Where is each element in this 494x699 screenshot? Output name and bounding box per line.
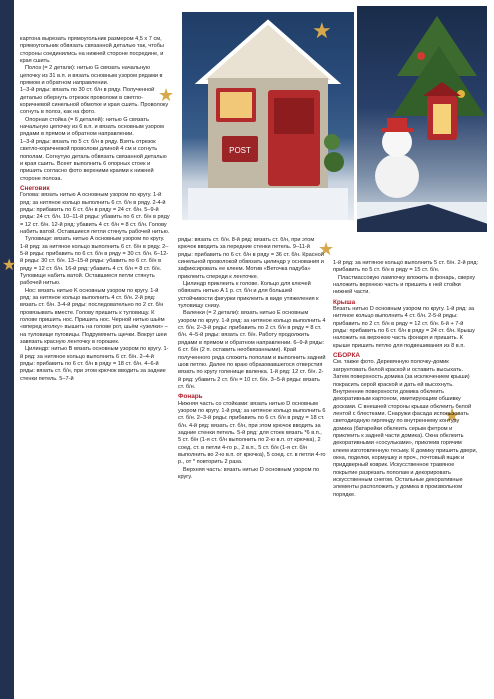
lantern-illustration <box>357 6 487 232</box>
paragraph: Нос: вязать нитью K основным узором по кругу. 1-й ряд: за нитяное кольцо выполнить 4 ст. б/н. 2-й ряд: вязать ст. б/н. 3-4-й ряды: последовательно по 2 ст. б/н провязывать вместе. Голову пришить к туловищу. К голове пришить нос. Пришить нос. Черной нитью шьём «вперед иголку» вышить на голове рот, шьём «узелки» – на туловище пуговицы. Подрумянить щечки. Вокруг шеи завязать красную ленточку в горошек. <box>20 287 168 346</box>
birdhouse-photo <box>182 12 354 220</box>
paragraph: Полоз (= 2 детали): нитью G связать начальную цепочку из 31 в.п. и вязать основным узором рядами в прямом и обратном направлении. <box>20 65 163 87</box>
text-column-left <box>20 36 170 678</box>
paragraph: См. также фото. Деревянную полочку-домик загрунтовать белой краской и оставить высыхать. Затем поверхность домика (за исключением крыши) покрасить серой краской и дать ей высохнуть. Внутренние поверхности домика обклеить декоративным картоном, имитирующим обшивку досками. С внешней стороны крыши обклеить белой лентой с блестками. Снаружи фасада использовать светодиодную гирлянду по внутреннему контуру домика (батарейки обклеить серым фетром и приклеить к задней части домика). Окна обклеить декоративными «сосульками», приклеив горячим клеем изготовленную тесьму. К домику пришить двери, окна, поделки, кормушку и проч., почтовый ящик и приддверный коврик. Искусственное травяное покрытие разрезать пополам и декорировать искусственным снегом. Остальные декоративные элементы расположить у домика в произвольном порядке. <box>333 359 478 498</box>
birdhouse-illustration <box>182 12 354 220</box>
paragraph: Туловище: вязать нитью A основным узором по кругу. 1-й ряд: за нитяное кольцо выполнить 6 ст. б/н в ряду. 2–5-й ряды: прибавить по 6 ст. б/н в ряду = 30 ст. б/н. 6–12-й ряды: 30 ст. б/н. 13–15-й ряды: убавить по 6 ст. б/н в ряду = 12 ст. б/н. 16-й ряд: убавить 4 ст. б/н = 8 ст. б/н. Туловище набить ватой. Оставшиеся петли стянуть рабочей нитью. <box>20 236 169 287</box>
star-icon: ★ <box>158 85 175 105</box>
post-sign-text: POST <box>229 146 251 155</box>
text-column-middle <box>178 237 326 673</box>
lantern-photo <box>357 6 487 232</box>
star-icon: ★ <box>443 405 461 427</box>
paragraph: Нижняя часть со стойками: вязать нитью D основным узором по кругу. 1-й ряд: за нитяное кольцо выполнить 6 ст. б/н. 2–3-й ряды: прибавить по 6 ст. б/н в ряду = 18 ст. б/н. 4-й ряд: вязать ст. б/н, при этом крючок вводить за задние стенки петель. 5-й ряд: для стоек вязать *6 в.п., 5 ст. б/н (1-я ст. б/н выполнить по 2-ю в.п. от крючка), 2 соед. ст. в петли 4-го р., 2 в.п., 5 ст. б/н (1-я ст. б/н выполнить во 2-ю в.п. от крючка), 5 соед. ст. в петли 4-го р., от * повторить 2 раза. <box>178 400 326 466</box>
section-heading-roof: Крыша <box>333 298 356 306</box>
paragraph: 1–3-й ряды: вязать по 5 ст. б/н в ряду. Взять отрезок светло-коричневой проволоки длиной 4 см и согнуть пополам. Согнутую деталь обвязать связанной деталью и края сшить. Всеет выполнить 6 опорных стоек и пришить согласно фото верхними краями к нижней стороне полоза. <box>20 138 167 182</box>
star-icon: ★ <box>318 239 335 259</box>
paragraph: Голова: вязать нитью A основным узором по кругу. 1-й ряд: за нитяное кольцо выполнить 6 ст. б/н в ряду. 2-4-й ряды: прибавить по 6 ст. б/н в ряду = 24 ст. б/н. 5–9-й ряды: 24 ст. б/н. 10–11-й ряды: убавить по 6 ст. б/н в ряду = 12 ст. б/н. 12-й ряд: убавить 4 ст. б/н = 8 ст. б/н. Голову набить ватой. Оставшиеся петли стянуть рабочей нитью. <box>20 192 170 235</box>
paragraph: Цилиндр: нитью B вязать основным узором по кругу. 1-й ряд: за нитяное кольцо выполнить 6 ст. б/н. 2–4-й ряды: прибавить по 6 ст. б/н в ряду = 18 ст. б/н. 4–6-й ряды: вязать ст. б/н, при этом крючок вводить за задние стенки петель. 5–7-й <box>20 346 169 382</box>
text-column-right <box>333 260 479 665</box>
section-heading-lantern: Фонарь <box>178 393 203 401</box>
paragraph: Валенки (= 2 детали): вязать нитью E основным узором по кругу. 1-й ряд: за нитяное кольцо выполнить 4 ст. б/н. 2–3-й ряды: прибавить по 2 ст. б/н в ряду = 8 ст. б/н. 4–5-й ряды: вязать ст. б/н. Работу продолжить рядами в прямом и обратном направлении. 6–9-й ряды: 6 ст. б/н (2 п. оставить необвязанными). Край полученного ряда сложить пополам и выполнить задний шов петлю. Далее по краю образовавшегося отверстия вязать по кругу голенище валенка. 1-й ряд: 12 ст. б/н. 2-й ряд: убавить 2 ст. б/н = 10 ст. б/н. 3–5-й ряды: вязать ст. б/н. <box>178 310 326 390</box>
page-number: 41 <box>465 675 478 690</box>
paragraph: 1-й ряд: за нитяное кольцо выполнить 5 ст. б/н. 2-й ряд: прибавить по 5 ст. б/н в ряду = 15 ст. б/н. <box>333 260 479 274</box>
paragraph: Опорная стойка (= 6 деталей): нитью G связать начальную цепочку из 6 в.п. и вязать основным узором рядами в прямом и обратном направлении. <box>20 116 164 138</box>
paragraph: Вязать нитью D основным узором по кругу. 1-й ряд: за нитяное кольцо выполнить 4 ст. б/н. 2-5-й ряды: прибавить по 2 ст. б/н в ряду = 12 ст. б/н. 6-й + 7-й ряды: прибавить по 6 ст. б/н в ряду = 24 ст. б/н. Крышу наложить на верхнюю часть фонаря и пришить. К крыше пришить петлю для подвешивания из 8 в.п. <box>333 306 475 349</box>
paragraph: Верхняя часть: вязать нитью D основным узором по кругу. <box>178 466 320 480</box>
star-icon: ★ <box>312 18 332 43</box>
star-icon: ★ <box>2 257 17 274</box>
paragraph: Пластмассовую лампочку вложить в фонарь, сверху наложить верхнюю часть и пришить к ней стойки нижней части. <box>333 274 476 296</box>
section-heading-assembly: СБОРКА <box>333 352 360 360</box>
section-heading-snowman: Снеговик <box>20 184 50 192</box>
paragraph: ряды: вязать ст. б/н. 8-й ряд: вязать ст. б/н, при этом крючок вводить за передние стенки петель. 9–11-й ряды: прибавить по 6 ст. б/н в ряду = 36 ст. б/н. Красной синельной проволокой обвязать цилиндр у основания и зафиксировать ее клеем. Мотив «Веточка падуба» приклеить спереди к ленточке. <box>178 237 324 280</box>
paragraph: картона вырезать прямоугольник размером 4,5 x 7 см, прямоугольник обвязать связанной деталью так, чтобы стороны соединились на нижней стороне посредине, и края сшить. <box>20 36 164 65</box>
paragraph: Цилиндр приклеить к голове. Кольцо для ключей обвязать нитью A 1 р. ст. б/н и для большей устойчивости фигурки приклеить в виде утяжеления к туловищу снизу. <box>178 281 319 310</box>
paragraph: 1–3-й ряды: вязать по 30 ст. б/н в ряду. Полученной деталью обернуть отрезок проволоки в светло-коричневой синельной обмотке и края сшить. Проволоку согнуть в полоз, как на фото. <box>20 87 169 116</box>
